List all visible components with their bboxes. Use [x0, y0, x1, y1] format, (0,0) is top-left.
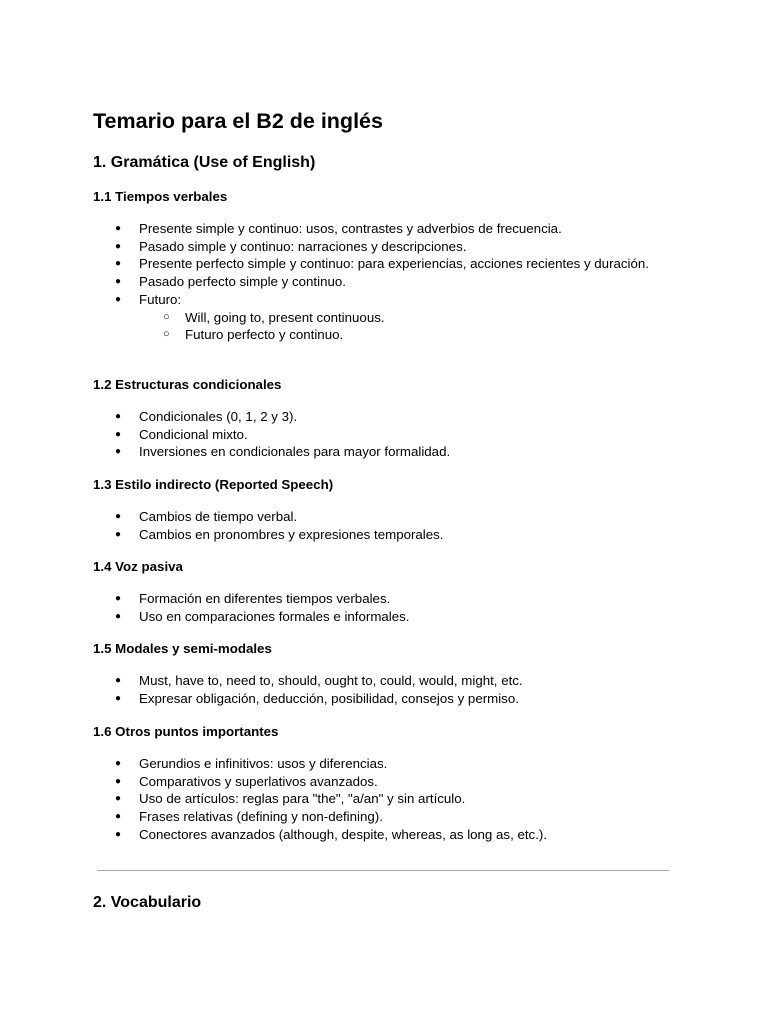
list-item-label: Futuro: — [139, 291, 182, 307]
list-item: ● Cambios en pronombres y expresiones temporales. — [93, 526, 653, 544]
document-title: Temario para el B2 de inglés — [93, 109, 383, 133]
list-item: ● Conectores avanzados (although, despite, whereas, as long as, etc.). — [93, 826, 653, 844]
list-item: ● Must, have to, need to, should, ought to, could, would, might, etc. — [93, 672, 653, 690]
list-item: ● Presente perfecto simple y continuo: para experiencias, acciones recientes y duración. — [93, 255, 653, 273]
subsection-heading-reported-speech: 1.3 Estilo indirecto (Reported Speech) — [93, 477, 334, 492]
other-points-list — [93, 755, 653, 844]
reported-speech-list — [93, 508, 653, 543]
list-item: ● Condicionales (0, 1, 2 y 3). — [93, 408, 653, 426]
list-item-future — [93, 291, 653, 344]
subsection-heading-other-points: 1.6 Otros puntos importantes — [93, 724, 279, 739]
list-item: ● Expresar obligación, deducción, posibilidad, consejos y permiso. — [93, 690, 653, 708]
passive-voice-list — [93, 590, 653, 625]
list-item: ● Pasado simple y continuo: narraciones y descripciones. — [93, 238, 653, 256]
conditionals-list — [93, 408, 653, 461]
list-item: ● Formación en diferentes tiempos verbales. — [93, 590, 653, 608]
subsection-heading-conditionals: 1.2 Estructuras condicionales — [93, 377, 282, 392]
subsection-heading-verb-tenses: 1.1 Tiempos verbales — [93, 189, 228, 204]
verb-tenses-list — [93, 220, 653, 344]
list-item: ● Presente simple y continuo: usos, contrastes y adverbios de frecuencia. — [93, 220, 653, 238]
sublist-item: ○ Futuro perfecto y continuo. — [139, 326, 653, 344]
list-item: ● Uso de artículos: reglas para "the", "a/an" y sin artículo. — [93, 790, 653, 808]
section-heading-vocabulary: 2. Vocabulario — [93, 894, 202, 911]
list-item: ● Comparativos y superlativos avanzados. — [93, 773, 653, 791]
subsection-heading-modals: 1.5 Modales y semi-modales — [93, 641, 272, 656]
list-item: ● Inversiones en condicionales para mayor formalidad. — [93, 443, 653, 461]
list-item: ● Uso en comparaciones formales e informales. — [93, 608, 653, 626]
list-item: ● Cambios de tiempo verbal. — [93, 508, 653, 526]
list-item: ● Frases relativas (defining y non-defining). — [93, 808, 653, 826]
horizontal-divider — [97, 870, 669, 871]
list-item: ● Gerundios e infinitivos: usos y diferencias. — [93, 755, 653, 773]
future-sublist — [139, 309, 653, 344]
list-item: ● Condicional mixto. — [93, 426, 653, 444]
section-heading-grammar: 1. Gramática (Use of English) — [93, 154, 316, 171]
modals-list — [93, 672, 653, 707]
sublist-item: ○ Will, going to, present continuous. — [139, 309, 653, 327]
subsection-heading-passive-voice: 1.4 Voz pasiva — [93, 559, 183, 574]
list-item: ● Pasado perfecto simple y continuo. — [93, 273, 653, 291]
